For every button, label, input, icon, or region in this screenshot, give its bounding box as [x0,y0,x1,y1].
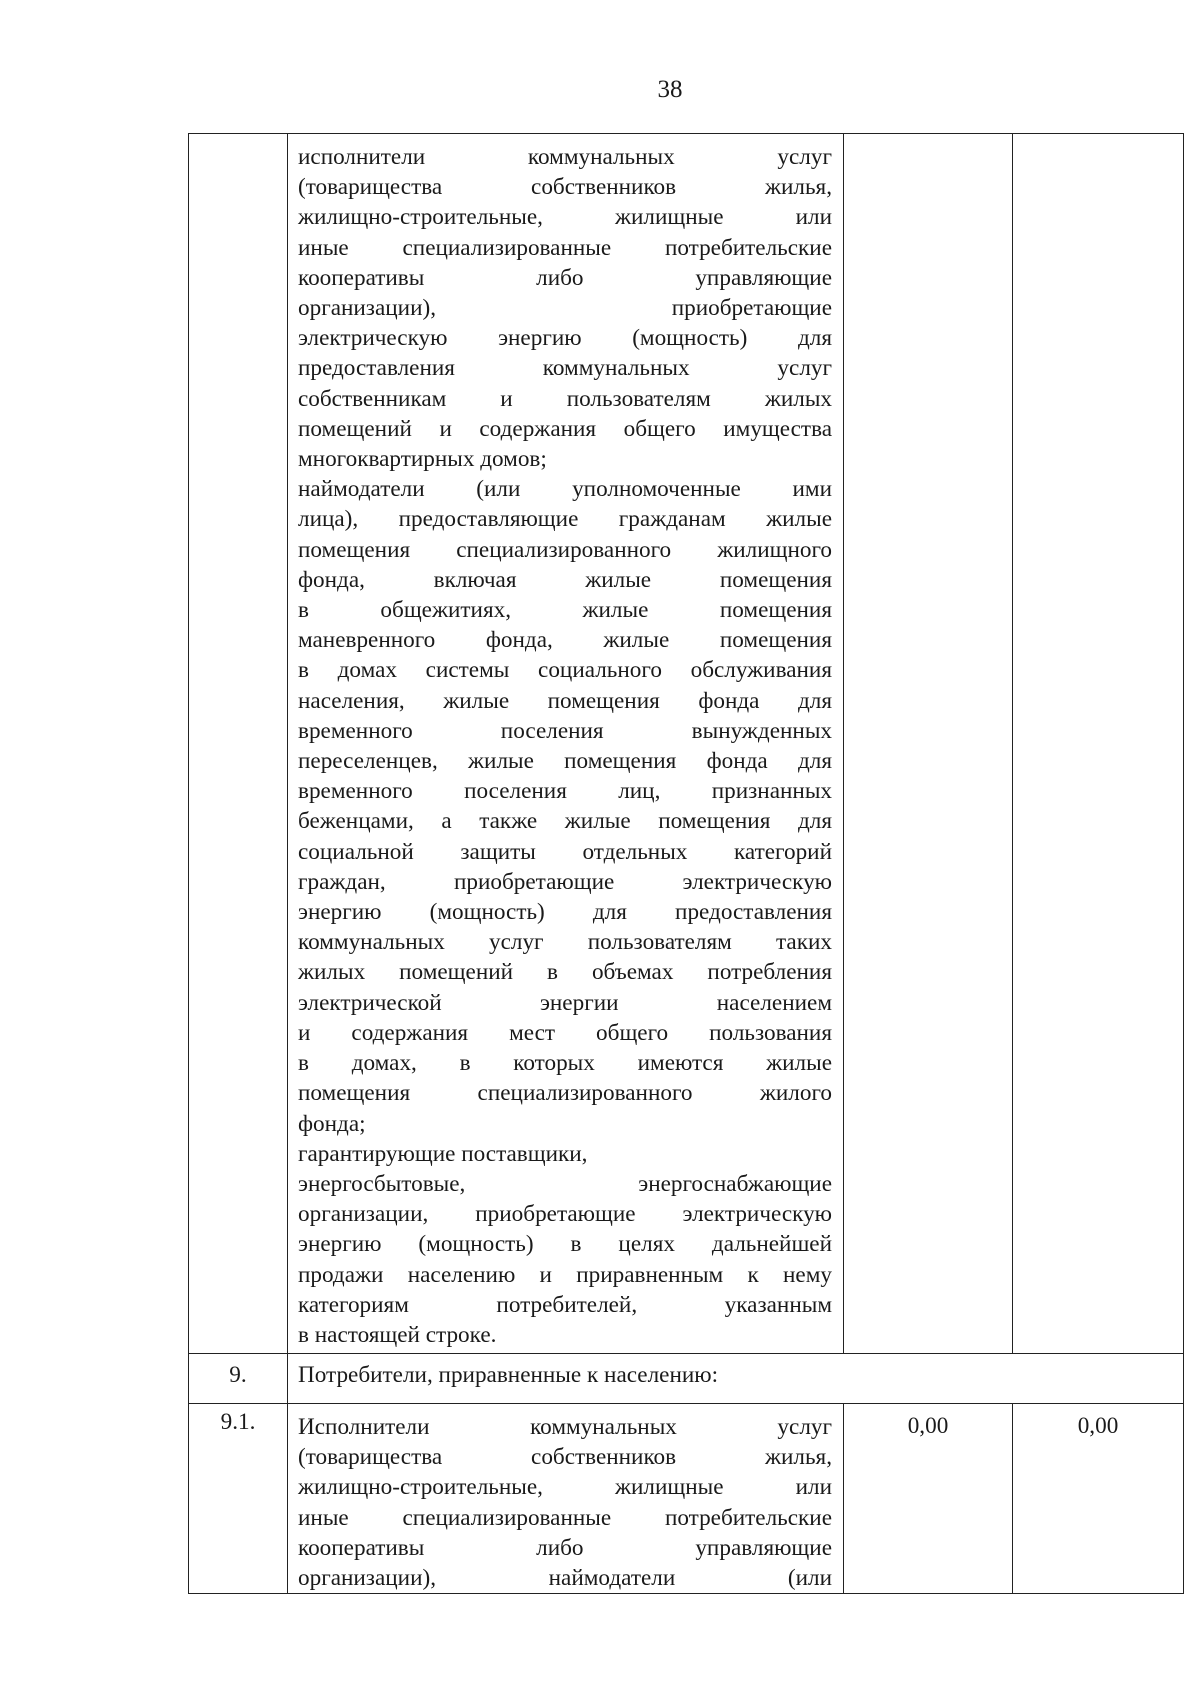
text-line: жилищно-строительные, жилищные или [298,1474,832,1501]
text-line: жилых помещений в объемах потребления [298,959,832,986]
text-line: многоквартирных домов; [298,446,547,473]
text-line: жилищно-строительные, жилищные или [298,204,832,231]
text-line: иные специализированные потребительские [298,1504,832,1531]
text-line: энергию (мощность) в целях дальнейшей [298,1231,832,1258]
value-cell-2: 0,00 [1013,1404,1184,1594]
text-line: категориям потребителей, указанным [298,1291,832,1318]
tariff-table [188,133,1184,1594]
text-line: социальной защиты отдельных категорий [298,838,832,865]
text-line: временного поселения вынужденных [298,717,832,744]
text-line: переселенцев, жилые помещения фонда для [298,748,832,775]
text-line: (товарищества собственников жилья, [298,1444,832,1471]
text-line: лица), предоставляющие гражданам жилые [298,506,832,533]
text-line: временного поселения лиц, признанных [298,778,832,805]
text-line: в домах, в которых имеются жилые [298,1050,832,1077]
section-heading-text: Потребители, приравненные к населению: [298,1362,719,1388]
text-line: помещения специализированного жилого [298,1080,832,1107]
text-line: предоставления коммунальных услуг [298,355,832,382]
text-line: энергию (мощность) для предоставления [298,899,832,926]
text-line: помещений и содержания общего имущества [298,415,832,442]
text-line: организации), наймодатели (или [298,1565,832,1592]
text-line: кооперативы либо управляющие [298,264,832,291]
text-line: гарантирующие поставщики, [298,1140,588,1167]
text-line: организации, приобретающие электрическую [298,1201,832,1228]
row-number-cell: 9.1. [189,1404,288,1594]
consumer-category-cell [288,1404,844,1594]
text-line: в домах системы социального обслуживания [298,657,832,684]
table-row-9-1 [189,1404,1184,1594]
text-line: помещения специализированного жилищного [298,536,832,563]
row-number-cell [189,134,288,1354]
value-cell-1: 0,00 [844,1404,1013,1594]
text-line: в настоящей строке. [298,1321,497,1348]
text-line: кооперативы либо управляющие [298,1534,832,1561]
consumer-category-cell [288,134,844,1354]
text-line: исполнители коммунальных услуг [298,144,832,170]
text-line: (товарищества собственников жилья, [298,174,832,201]
text-line: коммунальных услуг пользователям таких [298,929,832,956]
text-line: фонда; [298,1110,366,1137]
text-line: энергосбытовые, энергоснабжающие [298,1170,832,1197]
row-number-cell: 9. [189,1354,288,1404]
text-line: организации), приобретающие [298,295,832,322]
text-line: беженцами, а также жилые помещения для [298,808,832,835]
page-number: 38 [657,76,683,103]
text-line: в общежитиях, жилые помещения [298,597,832,624]
table-row-9 [189,1354,1184,1404]
text-line: продажи населению и приравненным к нему [298,1261,832,1288]
text-line: маневренного фонда, жилые помещения [298,627,832,654]
text-line: наймодатели (или уполномоченные ими [298,476,832,503]
text-line: электрическую энергию (мощность) для [298,325,832,352]
section-heading-cell [288,1354,1184,1404]
text-line: и содержания мест общего пользования [298,1019,832,1046]
text-line: электрической энергии населением [298,989,832,1016]
text-line: собственникам и пользователям жилых [298,385,832,412]
value-cell-1 [844,134,1013,1354]
value-cell-2 [1013,134,1184,1354]
text-line: населения, жилые помещения фонда для [298,687,832,714]
table-row-continuation [189,134,1184,1354]
text-line: фонда, включая жилые помещения [298,566,832,593]
text-line: иные специализированные потребительские [298,234,832,261]
text-line: граждан, приобретающие электрическую [298,868,832,895]
text-line: Исполнители коммунальных услуг [298,1414,832,1440]
